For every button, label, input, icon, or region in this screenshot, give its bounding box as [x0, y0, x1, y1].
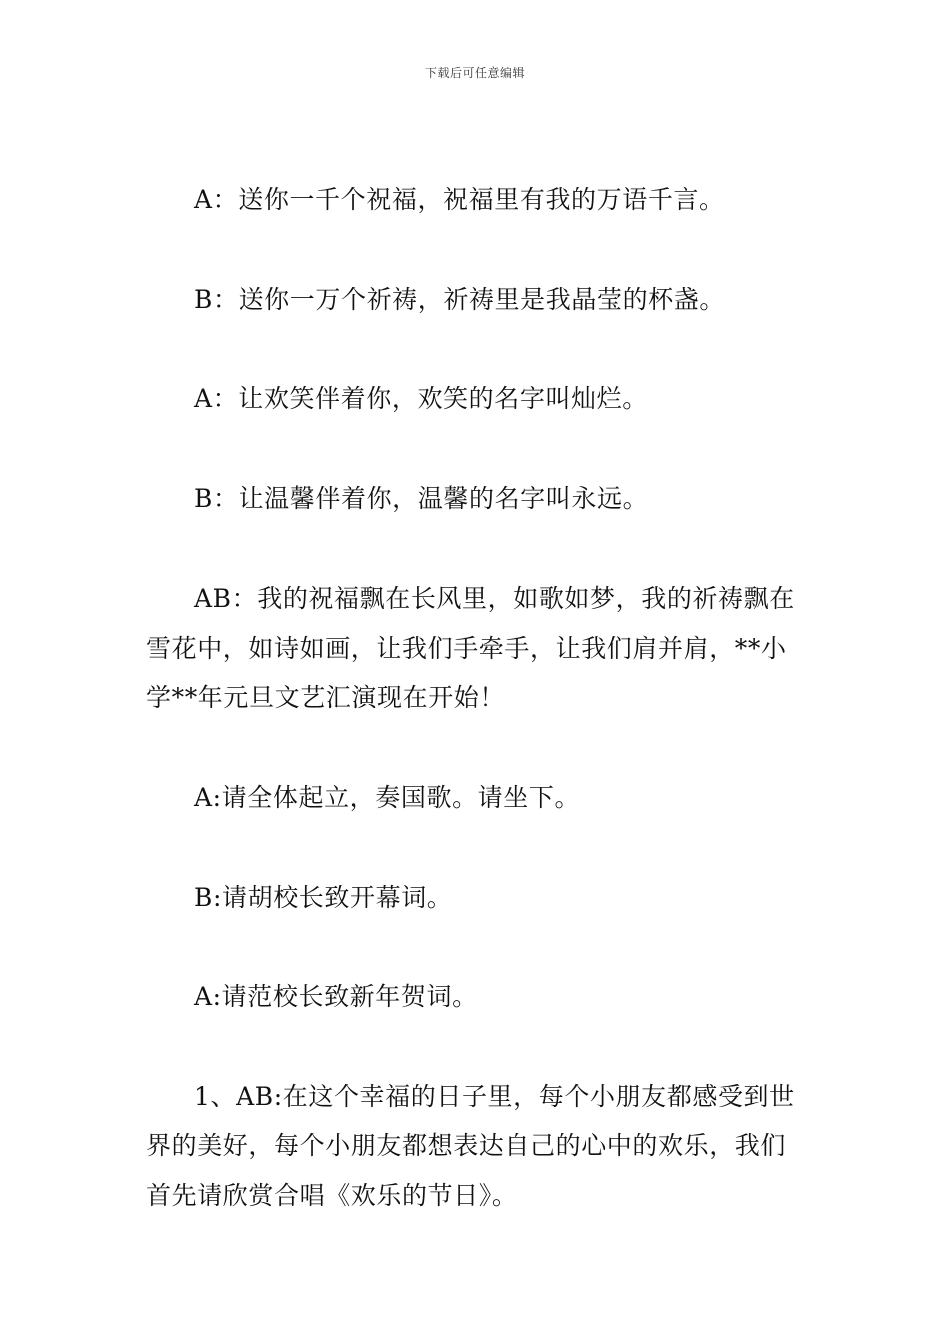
paragraph-line: 雪花中，如诗如画，让我们手牵手，让我们肩并肩，**小 — [146, 634, 787, 663]
page-header: 下载后可任意编辑 — [424, 66, 525, 80]
paragraph-line: A：让欢笑伴着你，欢笑的名字叫灿烂。 — [194, 384, 648, 413]
paragraph-line: A:请全体起立，奏国歌。请坐下。 — [194, 783, 581, 812]
paragraph-line: B:请胡校长致开幕词。 — [194, 883, 453, 912]
paragraph-line: 首先请欣赏合唱《欢乐的节日》。 — [146, 1181, 518, 1210]
paragraph-line: 界的美好，每个小朋友都想表达自己的心中的欢乐，我们 — [146, 1131, 787, 1160]
paragraph-line: B：让温馨伴着你，温馨的名字叫永远。 — [194, 484, 649, 513]
paragraph-line: 1、AB:在这个幸福的日子里，每个小朋友都感受到世 — [194, 1082, 795, 1111]
paragraph-line: 学**年元旦文艺汇演现在开始！ — [146, 683, 506, 712]
paragraph-line: A:请范校长致新年贺词。 — [194, 982, 478, 1011]
paragraph-line: B：送你一万个祈祷，祈祷里是我晶莹的杯盏。 — [194, 285, 725, 314]
paragraph-line: AB：我的祝福飘在长风里，如歌如梦，我的祈祷飘在 — [194, 584, 795, 613]
paragraph-line: A：送你一千个祝福，祝福里有我的万语千言。 — [194, 185, 725, 214]
